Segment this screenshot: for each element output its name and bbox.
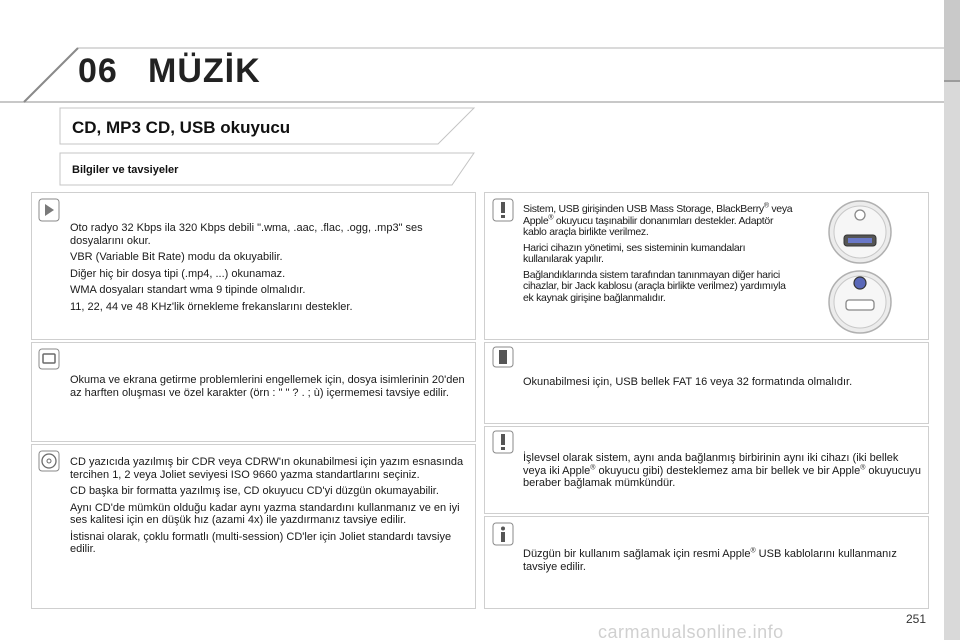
paragraph: CD yazıcıda yazılmış bir CDR veya CDRW'ın okunabilmesi için yazım esnasında tercihen 1, 2 veya Joliet seviyesi ISO 9660 yazma standartlarını seçiniz.	[70, 456, 464, 481]
usb-port-icon	[826, 198, 894, 266]
cd-writing-text	[70, 456, 466, 560]
registered-mark: ®	[750, 547, 756, 555]
storage-icon	[492, 346, 514, 368]
warning-icon	[492, 430, 514, 454]
file-names-text	[70, 374, 466, 403]
paragraph: WMA dosyaları standart wma 9 tipinde olmalıdır.	[70, 284, 306, 296]
file-formats-text	[70, 222, 466, 317]
text-part: Sistem, USB girişinden USB Mass Storage, BlackBerry	[523, 203, 764, 215]
registered-mark: ®	[763, 202, 769, 210]
text-part: okuyucuyu beraber bağlamak mümkündür.	[523, 464, 922, 489]
paragraph: VBR (Variable Bit Rate) modu da okuyabilir.	[70, 251, 283, 263]
paragraph: Oto radyo 32 Kbps ila 320 Kbps debili ".wma, .aac, .flac, .ogg, .mp3" ses dosyalarını okur.	[70, 222, 423, 247]
chapter-title: MÜZİK	[148, 52, 261, 90]
text-part: İşlevsel olarak sistem, aynı anda bağlanmış birbirinin aynı iki cihazı (iki bellek veya iki Apple	[523, 452, 899, 477]
watermark: carmanualsonline.info	[598, 622, 784, 642]
paragraph: CD başka bir formatta yazılmış ise, CD okuyucu CD'yi düzgün okumayabilir.	[70, 485, 439, 497]
paragraph: İstisnai olarak, çoklu formatlı (multi-session) CD'ler için Joliet standardı tavsiye edilir.	[70, 530, 452, 555]
paragraph	[523, 204, 795, 239]
text-part: USB kablolarını kullanmanız tavsiye edilir.	[523, 548, 897, 573]
registered-mark: ®	[548, 214, 554, 221]
aux-port-icon	[826, 268, 894, 336]
page-number: 251	[906, 612, 927, 626]
registered-mark: ®	[590, 463, 596, 471]
apple-cables-text	[523, 548, 923, 573]
usb-support-text	[523, 204, 795, 308]
chapter-number: 06	[78, 52, 118, 90]
identical-devices-text	[523, 452, 923, 490]
text-part: okuyucu gibi) desteklemez ama bir bellek ve bir Apple	[595, 464, 861, 477]
section-title: CD, MP3 CD, USB okuyucu	[72, 118, 291, 137]
registered-mark: ®	[860, 463, 866, 471]
subsection-title: Bilgiler ve tavsiyeler	[72, 164, 179, 176]
page-side-bar-divider	[944, 80, 960, 82]
play-icon	[38, 198, 60, 222]
paragraph: Bağlandıklarında sistem tarafından tanınmayan diğer harici cihazlar, bir Jack kablosu (araçla birlikte verilmez) yardımıyla ek kaynak girişine bağlanmalıdır.	[523, 268, 786, 304]
info-icon	[492, 522, 514, 546]
text-part: okuyucu taşınabilir donanımları destekler. Adaptör kablo araçla birlikte verilmez.	[523, 214, 774, 238]
paragraph: 11, 22, 44 ve 48 KHz'lik örnekleme frekanslarını destekler.	[70, 300, 353, 313]
cd-icon	[38, 450, 60, 472]
paragraph: Aynı CD'de mümkün olduğu kadar aynı yazma standardını kullanmanız ve en iyi ses kalitesi için en düşük hız (azami 4x) ile yazdırmanız tavsiye edilir.	[70, 501, 460, 526]
screen-icon	[38, 348, 60, 370]
chapter-header-decoration	[0, 0, 944, 110]
paragraph: Diğer hiç bir dosya tipi (.mp4, ...) okunamaz.	[70, 267, 286, 280]
paragraph: Okuma ve ekrana getirme problemlerini engellemek için, dosya isimlerinin 20'den az harften oluşması ve özel karakter (örn : " " ? . ; ù) içermemesi tavsiye edilir.	[70, 374, 465, 399]
page-side-bar-top	[944, 0, 960, 80]
warning-icon	[492, 198, 514, 222]
text-part: Düzgün bir kullanım sağlamak için resmi Apple	[523, 548, 751, 560]
usb-format-text: Okunabilmesi için, USB bellek FAT 16 veya 32 formatında olmalıdır.	[523, 376, 853, 388]
page-side-bar	[944, 0, 960, 640]
paragraph: Harici cihazın yönetimi, ses sisteminin kumandaları kullanılarak yapılır.	[523, 241, 746, 265]
text-part: veya Apple	[523, 203, 793, 227]
